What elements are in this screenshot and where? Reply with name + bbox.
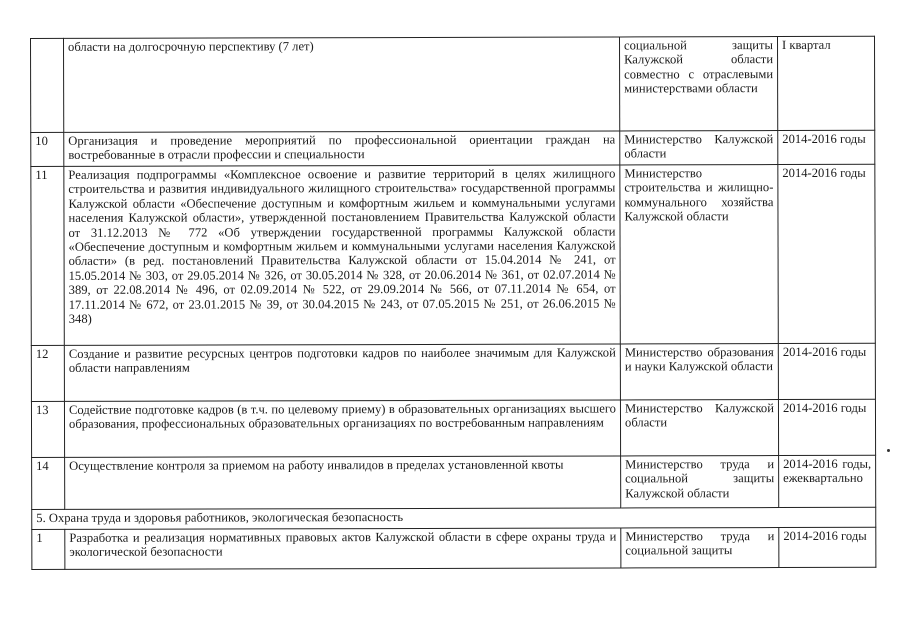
- executor-cell: Министерство Калужской области: [620, 400, 778, 456]
- table-row: [31, 343, 875, 401]
- activity-cell: Осуществление контроля за приемом на работу инвалидов в пределах установленной квоты: [65, 456, 621, 509]
- activity-cell: Реализация подпрограммы «Комплексное освоение и развитие территорий в целях жилищного строительства и развития индивидуального жилищного строительства» государственной программы Калужской области «Обеспечение доступным и комфортным жильем и коммунальными услугами населения Калужской области», утвержденной постановлением Правительства Калужской области от 31.12.2013 № 772 «Об утверждении государственной программы Калужской области «Обеспечение доступным и комфортным жильем и коммунальными услугами населения Калужской области» (в ред. постановлений Правительства Калужской области от 15.04.2014 № 241, от 15.05.2014 № 303, от 29.05.2014 № 326, от 30.05.2014 № 328, от 20.06.2014 № 361, от 02.07.2014 № 389, от 22.08.2014 № 496, от 02.09.2014 № 522, от 29.09.2014 № 566, от 07.11.2014 № 654, от 17.11.2014 № 672, от 23.01.2015 № 39, от 30.04.2015 № 243, от 07.05.2015 № 251, от 26.06.2015 № 348): [64, 165, 620, 345]
- table-row: [31, 130, 875, 166]
- term-cell: 2014-2016 годы: [778, 399, 875, 455]
- activity-cell: Организация и проведение мероприятий по профессиональной ориентации граждан на востребованные в отрасли профессии и специальности: [64, 131, 620, 166]
- section-header-row: [32, 507, 876, 529]
- row-number: 13: [31, 401, 64, 457]
- activity-cell: Создание и развитие ресурсных центров подготовки кадров по наиболее значимым для Калужской области направлениям: [64, 344, 620, 401]
- scan-speck: [887, 449, 890, 452]
- term-cell: I квартал: [777, 36, 874, 130]
- executor-cell: социальной защиты Калужской области совместно с отраслевыми министерствами области: [619, 37, 777, 131]
- executor-cell: Министерство Калужской области: [620, 131, 778, 165]
- term-cell: 2014-2016 годы: [778, 130, 875, 164]
- term-cell: 2014-2016 годы: [778, 164, 875, 343]
- table-row: [31, 36, 875, 132]
- table-row: [31, 399, 875, 457]
- activity-cell: Разработка и реализация нормативных правовых актов Калужской области в сфере охраны труда и экологической безопасности: [65, 528, 621, 569]
- table-row: [31, 164, 875, 345]
- table-row: [32, 527, 876, 569]
- row-number: [31, 38, 64, 132]
- row-number: 11: [31, 166, 64, 345]
- row-number: 12: [31, 345, 64, 401]
- executor-cell: Министерство труда и социальной защиты: [621, 528, 779, 568]
- row-number: 1: [32, 529, 65, 569]
- row-number: 14: [32, 457, 65, 509]
- term-cell: 2014-2016 годы: [778, 343, 875, 399]
- section-title: 5. Охрана труда и здоровья работников, экологическая безопасность: [32, 507, 876, 529]
- executor-cell: Министерство строительства и жилищно-коммунального хозяйства Калужской области: [620, 165, 778, 344]
- executor-cell: Министерство труда и социальной защиты Калужской области: [621, 456, 779, 508]
- row-number: 10: [31, 132, 64, 166]
- measures-table: [30, 36, 876, 570]
- term-cell: 2014-2016 годы: [779, 527, 876, 567]
- term-cell: 2014-2016 годы, ежеквартально: [779, 455, 876, 507]
- executor-cell: Министерство образования и науки Калужской области: [620, 344, 778, 400]
- activity-cell: Содействие подготовке кадров (в т.ч. по целевому приему) в образовательных организациях высшего образования, профессиональных образовательных организациях по востребованным направлениям: [64, 400, 620, 457]
- activity-cell: области на долгосрочную перспективу (7 лет): [64, 37, 620, 132]
- table-row: [32, 455, 876, 509]
